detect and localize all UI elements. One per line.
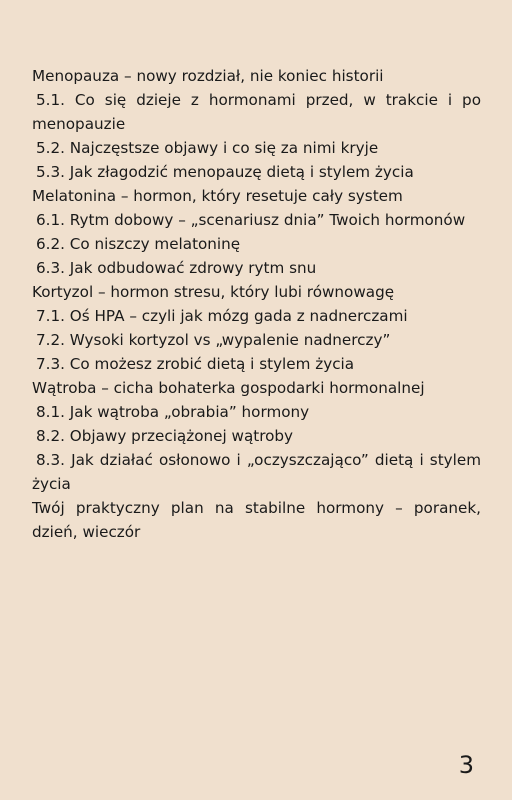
toc-section-entry: 6.2. Co niszczy melatoninę: [36, 235, 241, 253]
toc-chapter-heading: Wątroba – cicha bohaterka gospodarki hormonalnej: [32, 379, 425, 397]
toc-section-entry: 7.2. Wysoki kortyzol vs „wypalenie nadnerczy”: [36, 331, 391, 349]
page-number: 3: [458, 751, 474, 779]
toc-section-entry: 6.3. Jak odbudować zdrowy rytm snu: [36, 259, 317, 277]
toc-section-entry: 5.3. Jak złagodzić menopauzę dietą i stylem życia: [36, 163, 414, 181]
toc-chapter-heading: Kortyzol – hormon stresu, który lubi równowagę: [32, 283, 395, 301]
toc-section-entry: 7.1. Oś HPA – czyli jak mózg gada z nadnerczami: [36, 307, 408, 325]
toc-section-entry: 8.1. Jak wątroba „obrabia” hormony: [36, 403, 310, 421]
toc-chapter-heading: Melatonina – hormon, który resetuje cały system: [32, 187, 403, 205]
toc-section-entry: 8.3. Jak działać osłonowo i „oczyszczająco” dietą i stylem życia: [32, 451, 481, 493]
table-of-contents: [32, 64, 481, 544]
toc-section-entry: 5.2. Najczęstsze objawy i co się za nimi kryje: [36, 139, 379, 157]
toc-section-entry: 5.1. Co się dzieje z hormonami przed, w trakcie i po menopauzie: [32, 91, 481, 133]
toc-section-entry: 6.1. Rytm dobowy – „scenariusz dnia” Twoich hormonów: [36, 211, 466, 229]
toc-chapter-heading: Menopauza – nowy rozdział, nie koniec historii: [32, 67, 384, 85]
toc-chapter-heading: Twój praktyczny plan na stabilne hormony – poranek, dzień, wieczór: [32, 499, 481, 541]
toc-section-entry: 8.2. Objawy przeciążonej wątroby: [36, 427, 294, 445]
toc-section-entry: 7.3. Co możesz zrobić dietą i stylem życia: [36, 355, 355, 373]
